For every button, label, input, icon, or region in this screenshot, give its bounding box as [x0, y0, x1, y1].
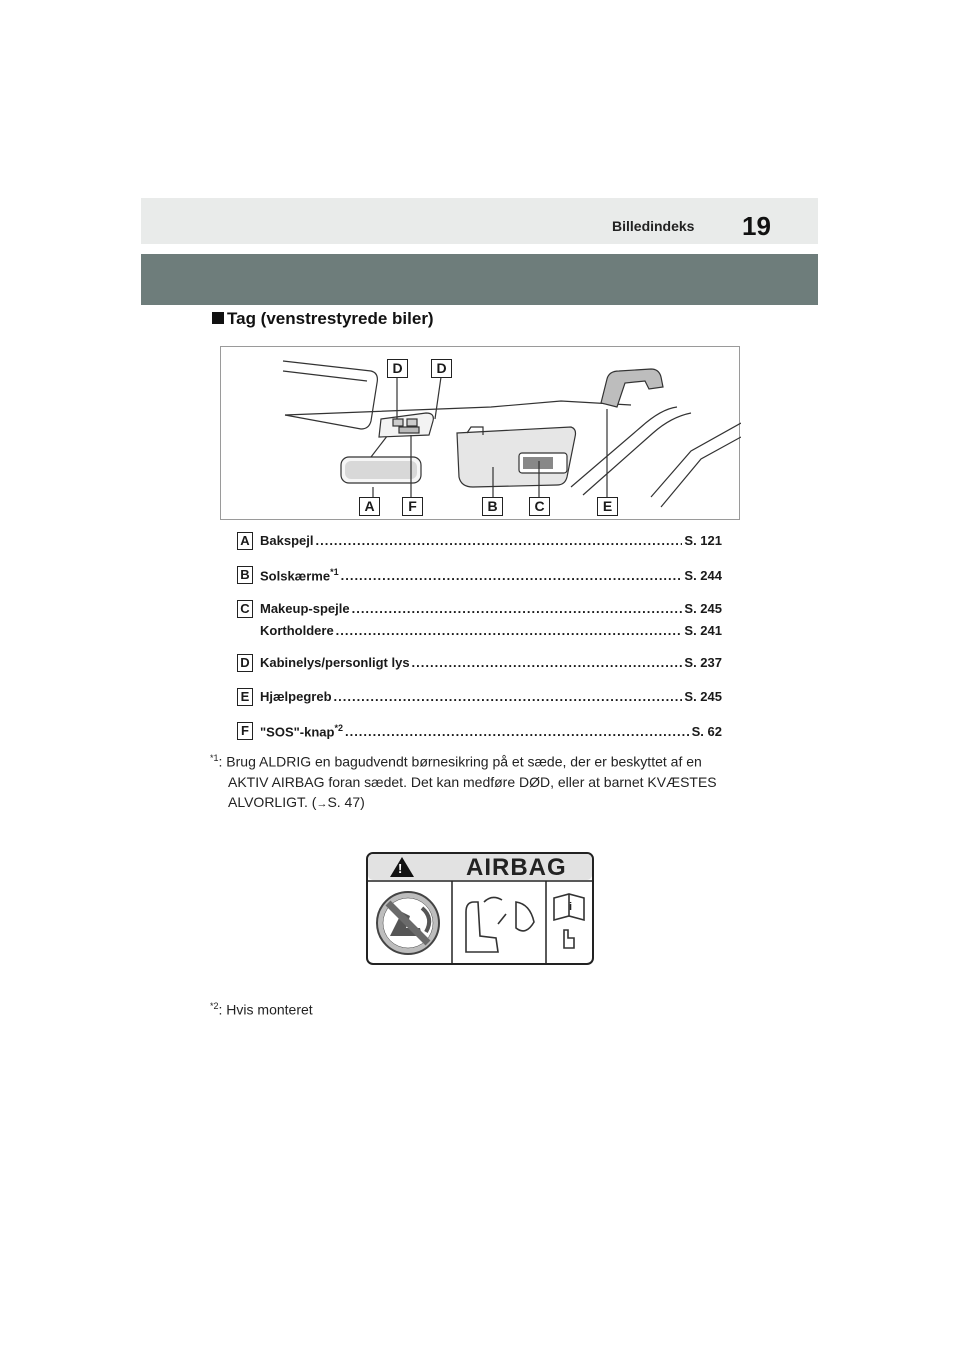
subheading-text: Tag (venstrestyrede biler)	[227, 309, 434, 328]
no-rear-facing-seat-icon	[377, 892, 439, 954]
page-reference: S. 245	[684, 689, 722, 704]
footnote-line-1: : Brug ALDRIG en bagudvendt børnesikring på et sæde, der er beskyttet af en	[218, 753, 702, 770]
leader-dots	[341, 568, 683, 583]
page-reference: S. 241	[684, 623, 722, 638]
entry-letter: C	[237, 600, 253, 618]
footnote-line-3: ALVORLIGT. (	[228, 793, 317, 810]
footnote-line-2: AKTIV AIRBAG foran sædet. Det kan medføre DØD, eller at barnet KVÆSTES	[228, 773, 717, 790]
callout-b: B	[482, 497, 503, 516]
entry-line	[260, 533, 722, 548]
footnote-page-ref: S. 47)	[327, 793, 365, 810]
assist-grip	[601, 369, 663, 407]
callout-a: A	[359, 497, 380, 516]
page-number: 19	[742, 211, 771, 241]
airbag-label-title: AIRBAG	[466, 854, 567, 881]
entry-line	[260, 623, 722, 638]
entry-line	[260, 567, 722, 583]
square-bullet-icon	[212, 312, 224, 324]
entry-line	[260, 655, 722, 670]
entry-label: Solskærme$^{*1}$	[260, 567, 339, 584]
entry-label: Kabinelys/personligt lys	[260, 655, 410, 670]
entry-letter: E	[237, 688, 253, 706]
svg-text:i: i	[569, 901, 573, 913]
footnote-ref: *1	[330, 567, 339, 577]
entry-letter: D	[237, 654, 253, 672]
entry-letter: B	[237, 566, 253, 584]
callout-e: E	[597, 497, 618, 516]
leader-dots	[412, 655, 683, 670]
entry-line	[260, 689, 722, 704]
subheading	[212, 309, 434, 329]
windshield-edge	[283, 361, 377, 429]
index-entry-d	[237, 654, 722, 674]
index-entry-b	[237, 566, 722, 586]
header-band	[141, 198, 818, 244]
index-entry-e	[237, 688, 722, 708]
index-entry-c2	[237, 622, 722, 642]
entry-line	[260, 601, 722, 616]
footnote-2	[210, 996, 313, 1020]
page-reference: S. 244	[684, 568, 722, 584]
ceiling-illustration	[220, 346, 740, 520]
index-entry-a	[237, 532, 722, 552]
footnote-ref: *2	[334, 723, 343, 733]
chapter-band	[141, 254, 818, 305]
entry-label: "SOS"-knap$^{*2}$	[260, 723, 343, 740]
page-reference: S. 62	[691, 724, 722, 740]
page-reference: S. 121	[684, 533, 722, 548]
leader-dots	[336, 623, 683, 638]
leader-dots	[315, 533, 682, 548]
footnote-text: : Hvis monteret	[218, 1001, 313, 1018]
entry-label: Bakspejl	[260, 533, 314, 548]
entry-label: Makeup-spejle	[260, 601, 350, 616]
arrow-icon: →	[316, 797, 328, 810]
footnote-1	[210, 748, 717, 814]
section-title: Billedindeks	[612, 218, 695, 234]
entry-line	[260, 723, 722, 739]
index-entry-c	[237, 600, 722, 620]
ceiling-drawing	[221, 347, 741, 521]
callout-f: F	[402, 497, 423, 516]
entry-letter: A	[237, 532, 253, 550]
callout-d-left: D	[387, 359, 408, 378]
callout-d-right: D	[431, 359, 452, 378]
footnote-mark: *2	[210, 1001, 219, 1011]
page-reference: S. 237	[684, 655, 722, 670]
leader-dots	[352, 601, 683, 616]
leader-dots	[334, 689, 683, 704]
warning-mark: !	[398, 861, 403, 876]
entry-label: Kortholdere	[260, 623, 334, 638]
page-reference: S. 245	[684, 601, 722, 616]
entry-label: Hjælpegreb	[260, 689, 332, 704]
callout-c: C	[529, 497, 550, 516]
leader-dots	[345, 724, 690, 739]
airbag-warning-label	[366, 852, 594, 965]
index-entry-f	[237, 722, 722, 742]
footnote-mark: *1	[210, 753, 219, 763]
entry-letter: F	[237, 722, 253, 740]
